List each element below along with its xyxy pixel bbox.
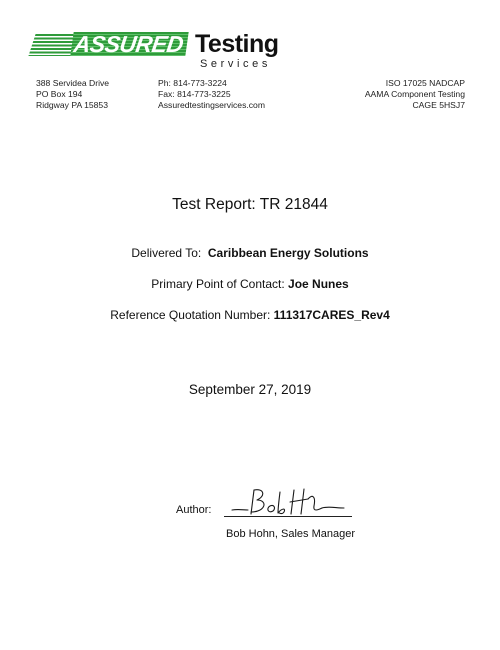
address-line-3: Ridgway PA 15853 bbox=[36, 100, 108, 110]
author-name: Bob Hohn, Sales Manager bbox=[226, 528, 356, 540]
certification-line-3: CAGE 5HSJ7 bbox=[412, 100, 465, 110]
reference-quotation-line bbox=[0, 308, 500, 322]
delivered-to-line bbox=[0, 246, 500, 260]
address-line-1: 388 Servidea Drive bbox=[36, 78, 110, 88]
logo-word-services: Services bbox=[200, 58, 271, 70]
address-line-2: PO Box 194 bbox=[36, 89, 83, 99]
handwritten-signature-icon bbox=[224, 484, 354, 518]
report-date: September 27, 2019 bbox=[188, 382, 312, 397]
reference-quotation-value: 111317CARES_Rev4 bbox=[273, 308, 390, 322]
logo-word-assured: ASSURED bbox=[70, 32, 188, 56]
company-logo bbox=[32, 28, 279, 74]
point-of-contact-label: Primary Point of Contact: bbox=[151, 277, 285, 291]
reference-quotation-label: Reference Quotation Number: bbox=[110, 308, 271, 322]
fax-number: Fax: 814-773-3225 bbox=[158, 89, 231, 99]
author-label: Author: bbox=[176, 504, 212, 516]
report-title: Test Report: TR 21844 bbox=[172, 196, 328, 213]
signature-line bbox=[224, 516, 352, 517]
point-of-contact-value: Joe Nunes bbox=[288, 277, 349, 291]
point-of-contact-line bbox=[0, 277, 500, 291]
certification-line-2: AAMA Component Testing bbox=[364, 89, 465, 99]
company-address bbox=[36, 78, 109, 111]
delivered-to-label: Delivered To: bbox=[131, 246, 202, 260]
certification-line-1: ISO 17025 NADCAP bbox=[385, 78, 465, 88]
company-certifications bbox=[365, 78, 465, 111]
website: Assuredtestingservices.com bbox=[158, 100, 265, 110]
phone-number: Ph: 814-773-3224 bbox=[158, 78, 227, 88]
company-contact-info bbox=[158, 78, 265, 111]
delivered-to-value: Caribbean Energy Solutions bbox=[207, 246, 369, 260]
logo-word-testing: Testing bbox=[195, 30, 279, 58]
